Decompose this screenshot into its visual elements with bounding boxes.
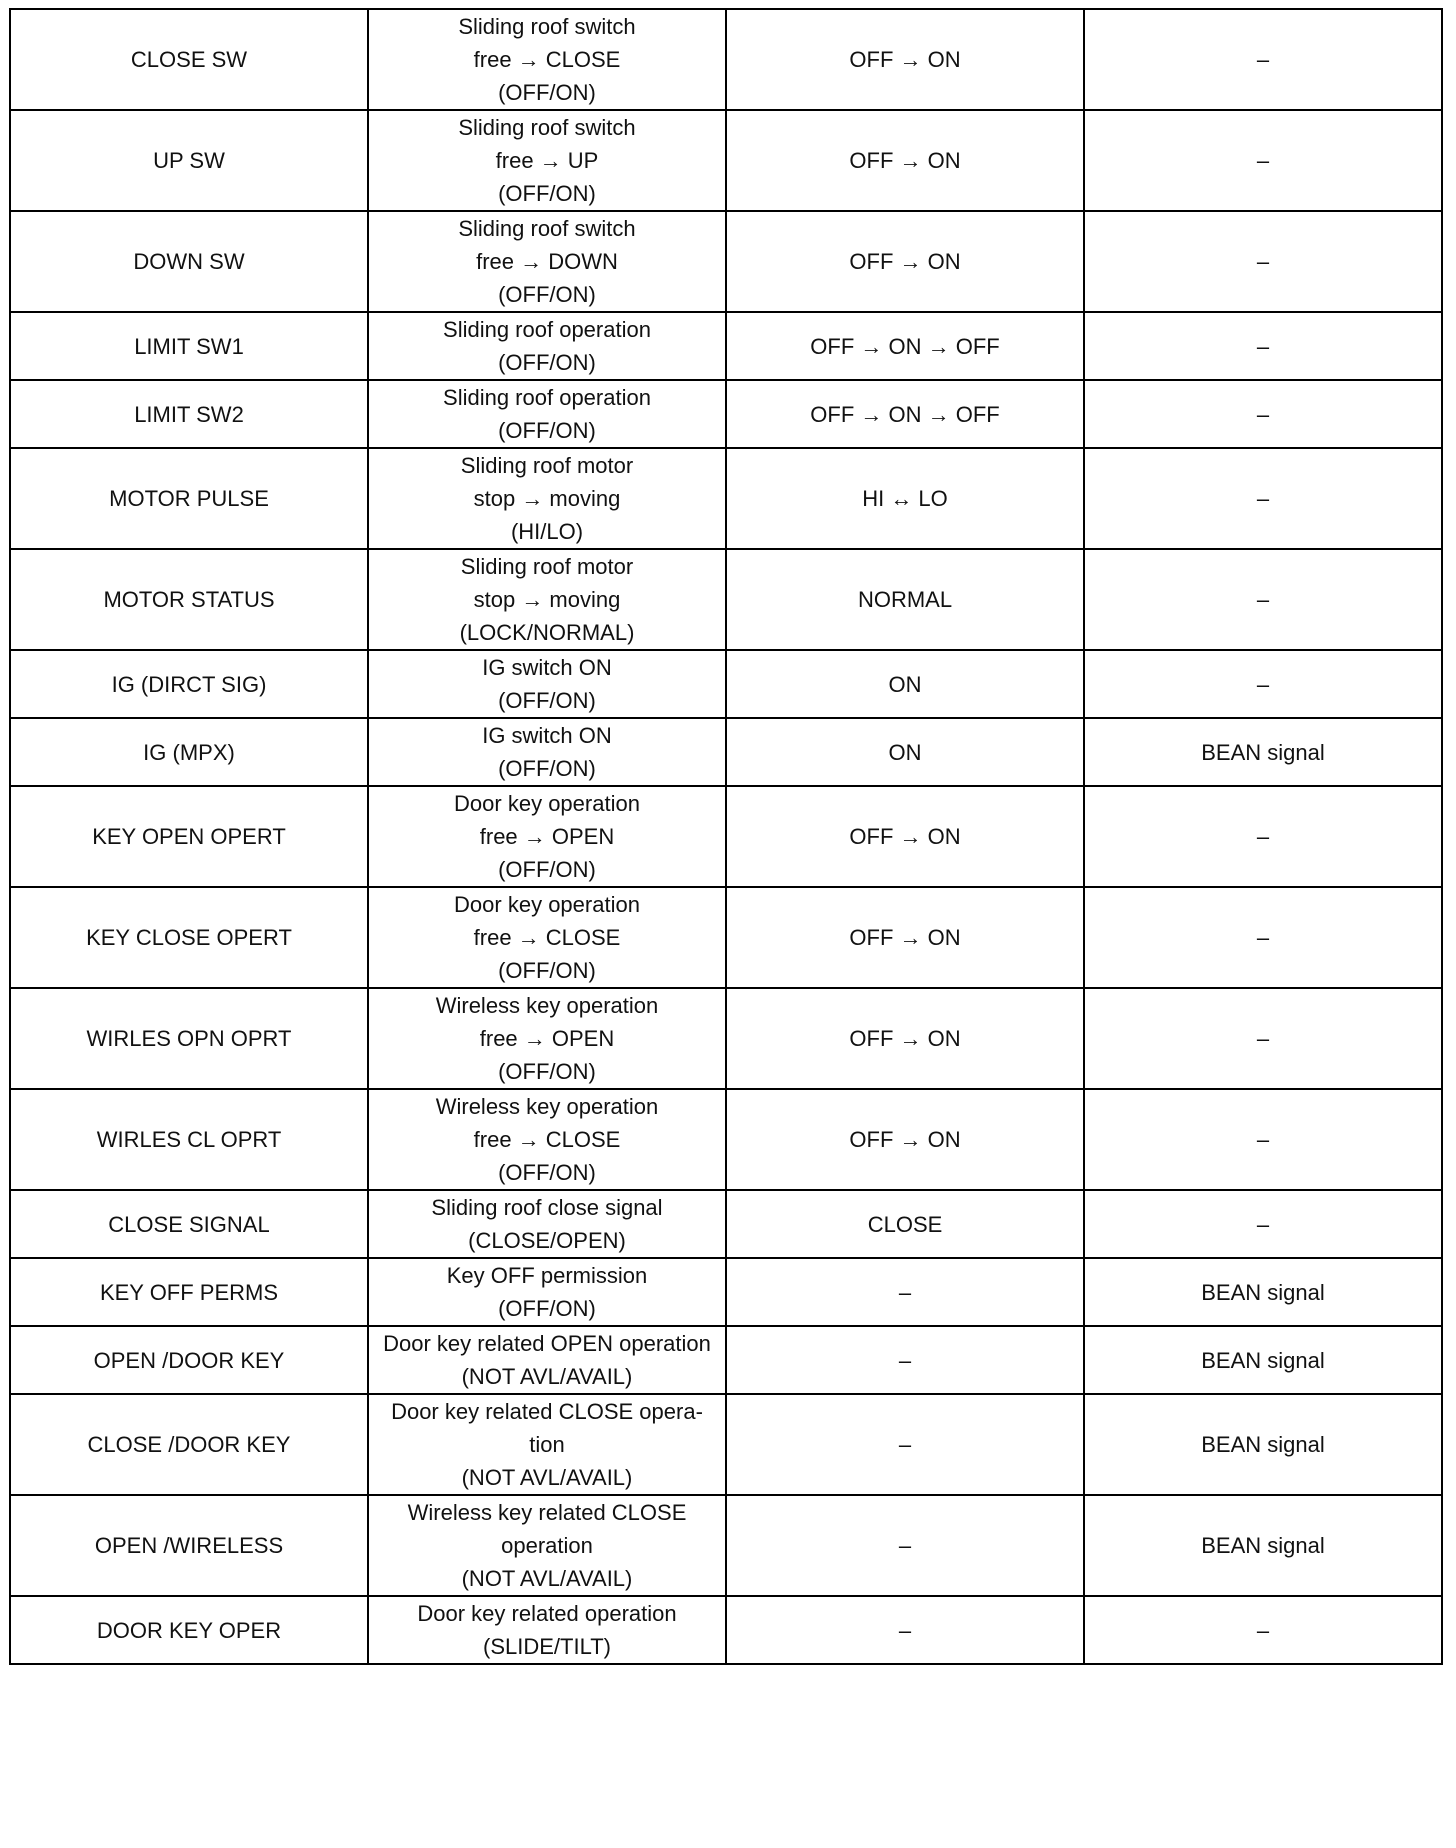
item-cell: WIRLES OPN OPRT <box>10 988 368 1089</box>
item-cell: IG (DIRCT SIG) <box>10 650 368 718</box>
table-body <box>10 9 1442 1664</box>
condition-line: free → CLOSE <box>473 925 621 950</box>
condition-cell <box>368 887 726 988</box>
table-row <box>10 1394 1442 1495</box>
condition-line: Key OFF permission <box>446 1263 648 1288</box>
note-cell: BEAN signal <box>1084 718 1442 786</box>
item-cell: MOTOR STATUS <box>10 549 368 650</box>
result-cell: ON <box>726 718 1084 786</box>
data-list-table-wrapper <box>9 8 1443 1665</box>
result-cell: OFF → ON <box>726 110 1084 211</box>
note-cell: – <box>1084 211 1442 312</box>
condition-line: Sliding roof operation <box>443 317 651 342</box>
item-cell: KEY CLOSE OPERT <box>10 887 368 988</box>
note-cell: BEAN signal <box>1084 1495 1442 1596</box>
condition-line: free → UP <box>495 148 599 173</box>
condition-line: stop → moving <box>473 486 621 511</box>
condition-line: Sliding roof operation <box>443 385 651 410</box>
condition-cell <box>368 1089 726 1190</box>
note-cell: – <box>1084 380 1442 448</box>
condition-line: Sliding roof switch <box>458 115 636 140</box>
condition-line: Wireless key operation <box>435 993 659 1018</box>
condition-cell <box>368 448 726 549</box>
condition-line: Door key related operation <box>417 1601 677 1626</box>
condition-cell <box>368 549 726 650</box>
condition-line: (NOT AVL/AVAIL) <box>461 1364 633 1389</box>
condition-line: operation <box>501 1533 593 1558</box>
item-cell: WIRLES CL OPRT <box>10 1089 368 1190</box>
condition-line: Wireless key operation <box>435 1094 659 1119</box>
item-cell: KEY OPEN OPERT <box>10 786 368 887</box>
note-cell: BEAN signal <box>1084 1258 1442 1326</box>
table-row <box>10 211 1442 312</box>
result-cell: OFF → ON <box>726 988 1084 1089</box>
table-row <box>10 9 1442 110</box>
condition-cell <box>368 9 726 110</box>
item-cell: IG (MPX) <box>10 718 368 786</box>
table-row <box>10 1596 1442 1664</box>
table-row <box>10 312 1442 380</box>
table-row <box>10 887 1442 988</box>
result-cell: – <box>726 1258 1084 1326</box>
table-row <box>10 110 1442 211</box>
item-cell: CLOSE SIGNAL <box>10 1190 368 1258</box>
note-cell: – <box>1084 1089 1442 1190</box>
result-cell: OFF → ON <box>726 1089 1084 1190</box>
result-cell: OFF → ON → OFF <box>726 312 1084 380</box>
table-row <box>10 786 1442 887</box>
condition-line: Door key related CLOSE opera- <box>391 1399 703 1424</box>
note-cell: – <box>1084 786 1442 887</box>
condition-line: Sliding roof motor <box>460 453 634 478</box>
condition-line: free → CLOSE <box>473 1127 621 1152</box>
condition-line: (HI/LO) <box>510 519 584 544</box>
condition-line: (LOCK/NORMAL) <box>459 620 635 645</box>
condition-line: (CLOSE/OPEN) <box>468 1228 626 1253</box>
condition-line: stop → moving <box>473 587 621 612</box>
condition-cell <box>368 1190 726 1258</box>
condition-line: (OFF/ON) <box>498 181 596 206</box>
condition-cell <box>368 786 726 887</box>
result-cell: – <box>726 1326 1084 1394</box>
condition-line: (OFF/ON) <box>498 350 596 375</box>
condition-cell <box>368 312 726 380</box>
condition-line: free → CLOSE <box>473 47 621 72</box>
table-row <box>10 1089 1442 1190</box>
item-cell: CLOSE /DOOR KEY <box>10 1394 368 1495</box>
item-cell: DOWN SW <box>10 211 368 312</box>
condition-cell <box>368 1258 726 1326</box>
note-cell: – <box>1084 887 1442 988</box>
result-cell: OFF → ON → OFF <box>726 380 1084 448</box>
result-cell: OFF → ON <box>726 887 1084 988</box>
item-cell: LIMIT SW1 <box>10 312 368 380</box>
result-cell: OFF → ON <box>726 211 1084 312</box>
condition-line: (NOT AVL/AVAIL) <box>461 1566 633 1591</box>
note-cell: BEAN signal <box>1084 1326 1442 1394</box>
condition-line: IG switch ON <box>482 655 612 680</box>
condition-line: Door key related OPEN operation <box>383 1331 711 1356</box>
note-cell: – <box>1084 650 1442 718</box>
table-row <box>10 718 1442 786</box>
result-cell: NORMAL <box>726 549 1084 650</box>
note-cell: – <box>1084 1596 1442 1664</box>
note-cell: – <box>1084 110 1442 211</box>
result-cell: ON <box>726 650 1084 718</box>
table-row <box>10 650 1442 718</box>
result-cell: – <box>726 1596 1084 1664</box>
condition-cell <box>368 380 726 448</box>
table-row <box>10 1326 1442 1394</box>
result-cell: OFF → ON <box>726 786 1084 887</box>
result-cell: OFF → ON <box>726 9 1084 110</box>
result-cell: HI ↔ LO <box>726 448 1084 549</box>
table-row <box>10 988 1442 1089</box>
note-cell: – <box>1084 549 1442 650</box>
item-cell: CLOSE SW <box>10 9 368 110</box>
condition-line: (OFF/ON) <box>498 80 596 105</box>
note-cell: – <box>1084 1190 1442 1258</box>
condition-cell <box>368 211 726 312</box>
condition-line: (OFF/ON) <box>498 1160 596 1185</box>
item-cell: MOTOR PULSE <box>10 448 368 549</box>
condition-line: Sliding roof motor <box>460 554 634 579</box>
condition-cell <box>368 110 726 211</box>
condition-line: tion <box>529 1432 565 1457</box>
condition-line: (OFF/ON) <box>498 1296 596 1321</box>
condition-cell <box>368 988 726 1089</box>
table-row <box>10 549 1442 650</box>
condition-line: Wireless key related CLOSE <box>407 1500 687 1525</box>
condition-cell <box>368 1596 726 1664</box>
condition-line: free → DOWN <box>476 249 618 274</box>
condition-line: (OFF/ON) <box>498 1059 596 1084</box>
item-cell: UP SW <box>10 110 368 211</box>
condition-line: (OFF/ON) <box>498 756 596 781</box>
condition-line: (OFF/ON) <box>498 857 596 882</box>
note-cell: – <box>1084 448 1442 549</box>
condition-line: (SLIDE/TILT) <box>483 1634 611 1659</box>
item-cell: KEY OFF PERMS <box>10 1258 368 1326</box>
item-cell: OPEN /DOOR KEY <box>10 1326 368 1394</box>
table-row <box>10 1190 1442 1258</box>
table-row <box>10 1258 1442 1326</box>
note-cell: BEAN signal <box>1084 1394 1442 1495</box>
condition-line: (NOT AVL/AVAIL) <box>461 1465 633 1490</box>
result-cell: CLOSE <box>726 1190 1084 1258</box>
condition-line: free → OPEN <box>479 1026 615 1051</box>
item-cell: OPEN /WIRELESS <box>10 1495 368 1596</box>
condition-cell <box>368 1326 726 1394</box>
condition-line: (OFF/ON) <box>498 958 596 983</box>
condition-line: Door key operation <box>454 791 640 816</box>
condition-line: Sliding roof switch <box>458 14 636 39</box>
data-list-table <box>9 8 1443 1665</box>
result-cell: – <box>726 1495 1084 1596</box>
condition-cell <box>368 1394 726 1495</box>
item-cell: LIMIT SW2 <box>10 380 368 448</box>
note-cell: – <box>1084 988 1442 1089</box>
table-row <box>10 380 1442 448</box>
condition-cell <box>368 650 726 718</box>
condition-line: Door key operation <box>454 892 640 917</box>
condition-line: IG switch ON <box>482 723 612 748</box>
note-cell: – <box>1084 9 1442 110</box>
condition-line: (OFF/ON) <box>498 418 596 443</box>
condition-line: (OFF/ON) <box>498 688 596 713</box>
condition-line: free → OPEN <box>479 824 615 849</box>
condition-line: Sliding roof close signal <box>431 1195 663 1220</box>
condition-cell <box>368 718 726 786</box>
table-row <box>10 448 1442 549</box>
condition-cell <box>368 1495 726 1596</box>
condition-line: Sliding roof switch <box>458 216 636 241</box>
item-cell: DOOR KEY OPER <box>10 1596 368 1664</box>
note-cell: – <box>1084 312 1442 380</box>
result-cell: – <box>726 1394 1084 1495</box>
table-row <box>10 1495 1442 1596</box>
condition-line: (OFF/ON) <box>498 282 596 307</box>
